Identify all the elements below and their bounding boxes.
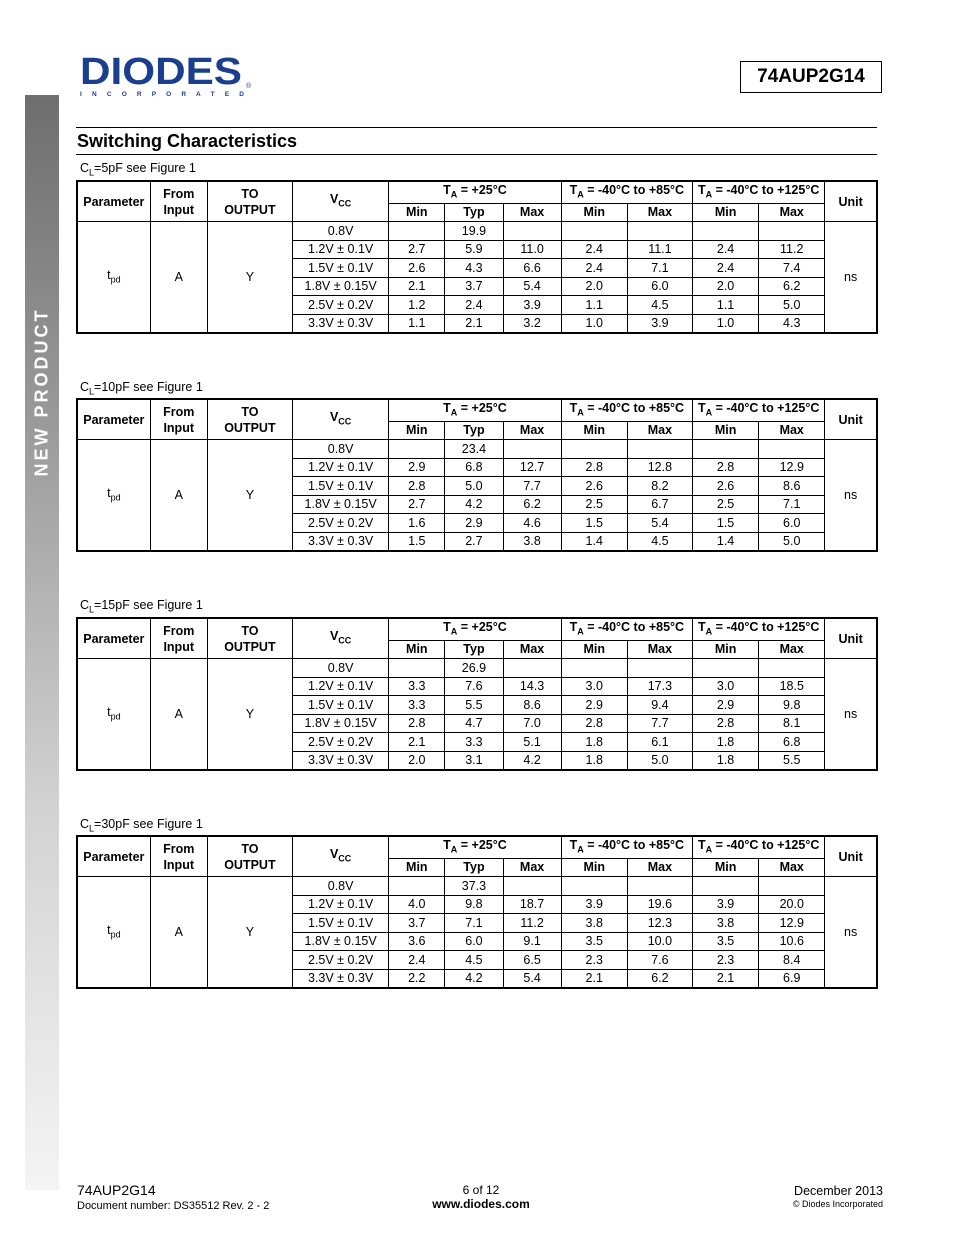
table-cell: [561, 659, 627, 678]
table-cell: 1.5V ± 0.1V: [293, 259, 389, 278]
table-cell: 5.9: [445, 240, 503, 259]
part-number-box: 74AUP2G14: [740, 61, 882, 93]
header-typ: Typ: [445, 640, 503, 659]
table-cell: 1.0: [693, 314, 759, 333]
table-cell: 2.5V ± 0.2V: [293, 951, 389, 970]
table-cell: 6.8: [445, 458, 503, 477]
switching-characteristics-table: [76, 617, 878, 771]
header-vcc: $V_{CC}$: [293, 618, 389, 659]
table-caption: $C_L=15pF$ see Figure 1: [80, 598, 203, 615]
header-min: Min: [693, 203, 759, 222]
table-cell: 2.7: [445, 532, 503, 551]
table-cell: 2.6: [693, 477, 759, 496]
table-cell: 5.0: [759, 532, 825, 551]
table-cell: [693, 440, 759, 459]
header-max: Max: [627, 858, 692, 877]
table-cell: 23.4: [445, 440, 503, 459]
logo-subtitle: I N C O R P O R A T E D: [80, 91, 244, 98]
table-cell: 0.8V: [293, 659, 389, 678]
table-cell: 2.1: [693, 969, 759, 988]
table-cell: 1.1: [561, 296, 627, 315]
table-cell: 4.0: [389, 895, 445, 914]
cell-unit: ns: [825, 877, 877, 989]
table-cell: 5.0: [627, 751, 692, 770]
table-cell: [759, 877, 825, 896]
header-vcc: $V_{CC}$: [293, 399, 389, 440]
table-cell: 2.5: [561, 495, 627, 514]
table-cell: 3.3V ± 0.3V: [293, 751, 389, 770]
table-cell: 3.0: [693, 677, 759, 696]
cell-parameter: $t_{pd}$: [77, 440, 150, 552]
header-from-input: From Input: [150, 836, 207, 877]
table-cell: 1.0: [561, 314, 627, 333]
header-from-input: From Input: [150, 399, 207, 440]
header-to-output: TO OUTPUT: [207, 399, 292, 440]
table-cell: 3.8: [503, 532, 561, 551]
table-cell: 1.8V ± 0.15V: [293, 932, 389, 951]
table-cell: 1.4: [693, 532, 759, 551]
table-cell: 1.8: [693, 733, 759, 752]
table-cell: 14.3: [503, 677, 561, 696]
header-max: Max: [627, 640, 692, 659]
table-cell: 2.9: [389, 458, 445, 477]
table-cell: 2.8: [561, 458, 627, 477]
footer-document-number: Document number: DS35512 Rev. 2 - 2: [77, 1200, 270, 1212]
table-cell: 4.2: [445, 969, 503, 988]
table-cell: 1.8V ± 0.15V: [293, 277, 389, 296]
table-cell: 3.5: [561, 932, 627, 951]
table-cell: [627, 659, 692, 678]
table-cell: [561, 440, 627, 459]
table-caption: $C_L=10pF$ see Figure 1: [80, 380, 203, 397]
table-cell: 6.2: [503, 495, 561, 514]
table-cell: 0.8V: [293, 877, 389, 896]
header-vcc: $V_{CC}$: [293, 836, 389, 877]
header-min: Min: [693, 640, 759, 659]
table-cell: 2.6: [561, 477, 627, 496]
cell-to: Y: [207, 222, 292, 334]
table-cell: 1.1: [389, 314, 445, 333]
table-cell: 20.0: [759, 895, 825, 914]
table-cell: 11.2: [503, 914, 561, 933]
table-cell: 2.2: [389, 969, 445, 988]
table-cell: [693, 877, 759, 896]
cell-from: A: [150, 659, 207, 771]
cell-from: A: [150, 877, 207, 989]
table-cell: 7.7: [627, 714, 692, 733]
header-to-output: TO OUTPUT: [207, 618, 292, 659]
table-cell: 2.3: [561, 951, 627, 970]
table-cell: 19.6: [627, 895, 692, 914]
table-cell: 2.9: [561, 696, 627, 715]
table-cell: 17.3: [627, 677, 692, 696]
table-cell: 4.6: [503, 514, 561, 533]
header-parameter: Parameter: [77, 181, 150, 222]
header-to-output: TO OUTPUT: [207, 181, 292, 222]
header-max: Max: [759, 203, 825, 222]
table-cell: [693, 659, 759, 678]
table-cell: 4.5: [445, 951, 503, 970]
header-ta-25c: $T_A = +25^\circ C$: [389, 181, 561, 203]
table-cell: 2.4: [389, 951, 445, 970]
table-cell: 3.9: [627, 314, 692, 333]
table-cell: 3.7: [389, 914, 445, 933]
table-cell: 7.1: [759, 495, 825, 514]
table-cell: 0.8V: [293, 222, 389, 241]
table-cell: [561, 222, 627, 241]
table-cell: [389, 440, 445, 459]
table-cell: 3.1: [445, 751, 503, 770]
table-cell: [503, 877, 561, 896]
table-cell: 3.3V ± 0.3V: [293, 532, 389, 551]
table-cell: 2.5V ± 0.2V: [293, 733, 389, 752]
table-cell: 12.7: [503, 458, 561, 477]
table-cell: 6.5: [503, 951, 561, 970]
header-min: Min: [561, 858, 627, 877]
table-cell: 9.8: [759, 696, 825, 715]
table-cell: 7.6: [627, 951, 692, 970]
table-cell: 8.2: [627, 477, 692, 496]
table-cell: 1.2V ± 0.1V: [293, 677, 389, 696]
table-cell: 1.2V ± 0.1V: [293, 458, 389, 477]
header-ta-25c: $T_A = +25^\circ C$: [389, 836, 561, 858]
table-cell: 5.5: [759, 751, 825, 770]
table-cell: 2.1: [445, 314, 503, 333]
table-cell: 6.2: [759, 277, 825, 296]
table-cell: 19.9: [445, 222, 503, 241]
table-cell: 11.1: [627, 240, 692, 259]
table-cell: 3.3V ± 0.3V: [293, 969, 389, 988]
header-ta-125c: $T_A = -40^\circ C$ to +125°C: [693, 618, 825, 640]
table-cell: 2.4: [445, 296, 503, 315]
table-cell: 1.1: [693, 296, 759, 315]
switching-characteristics-table: [76, 180, 878, 334]
table-cell: 0.8V: [293, 440, 389, 459]
header-max: Max: [503, 640, 561, 659]
cell-unit: ns: [825, 222, 877, 334]
table-cell: 3.0: [561, 677, 627, 696]
logo-text: DIODES: [80, 52, 242, 93]
table-cell: 2.7: [389, 240, 445, 259]
footer-copyright: © Diodes Incorporated: [792, 1199, 883, 1209]
table-cell: 12.3: [627, 914, 692, 933]
header-min: Min: [561, 640, 627, 659]
table-cell: 2.4: [561, 240, 627, 259]
cell-from: A: [150, 440, 207, 552]
cell-to: Y: [207, 877, 292, 989]
table-cell: 1.5: [561, 514, 627, 533]
logo-registered-mark: ®: [246, 83, 252, 90]
table-cell: 1.5V ± 0.1V: [293, 696, 389, 715]
table-cell: 18.5: [759, 677, 825, 696]
diodes-logo: [78, 52, 254, 98]
table-cell: 7.0: [503, 714, 561, 733]
table-cell: 1.8V ± 0.15V: [293, 714, 389, 733]
sidebar-label: NEW PRODUCT: [31, 307, 52, 477]
table-cell: 3.3: [389, 696, 445, 715]
table-cell: 12.9: [759, 914, 825, 933]
table-cell: 2.5V ± 0.2V: [293, 296, 389, 315]
table-cell: 1.5: [693, 514, 759, 533]
table-cell: 1.2: [389, 296, 445, 315]
top-rule: [76, 127, 877, 128]
cell-parameter: $t_{pd}$: [77, 659, 150, 771]
switching-characteristics-table: [76, 398, 878, 552]
table-cell: 3.2: [503, 314, 561, 333]
table-cell: 6.2: [627, 969, 692, 988]
header-parameter: Parameter: [77, 399, 150, 440]
table-cell: 2.4: [561, 259, 627, 278]
table-cell: 2.1: [389, 733, 445, 752]
cell-parameter: $t_{pd}$: [77, 222, 150, 334]
table-cell: 26.9: [445, 659, 503, 678]
table-cell: 4.3: [759, 314, 825, 333]
table-row: [77, 659, 877, 678]
table-cell: [759, 440, 825, 459]
header-unit: Unit: [825, 399, 877, 440]
cell-from: A: [150, 222, 207, 334]
header-min: Min: [693, 858, 759, 877]
cell-parameter: $t_{pd}$: [77, 877, 150, 989]
table-cell: 3.3: [445, 733, 503, 752]
table-cell: 1.5V ± 0.1V: [293, 914, 389, 933]
table-cell: 3.8: [561, 914, 627, 933]
table-cell: 3.9: [693, 895, 759, 914]
header-ta-125c: $T_A = -40^\circ C$ to +125°C: [693, 836, 825, 858]
table-cell: [759, 659, 825, 678]
table-cell: 8.6: [503, 696, 561, 715]
header-from-input: From Input: [150, 618, 207, 659]
table-cell: 5.4: [503, 969, 561, 988]
table-cell: 6.7: [627, 495, 692, 514]
header-typ: Typ: [445, 858, 503, 877]
table-cell: 4.5: [627, 532, 692, 551]
table-cell: 2.4: [693, 240, 759, 259]
table-cell: [561, 877, 627, 896]
header-min: Min: [389, 858, 445, 877]
header-ta-25c: $T_A = +25^\circ C$: [389, 618, 561, 640]
sidebar-band: [25, 95, 59, 1190]
table-cell: [503, 440, 561, 459]
header-max: Max: [759, 640, 825, 659]
table-cell: 1.2V ± 0.1V: [293, 240, 389, 259]
table-cell: 1.2V ± 0.1V: [293, 895, 389, 914]
table-cell: 2.7: [389, 495, 445, 514]
table-row: [77, 440, 877, 459]
table-cell: 8.1: [759, 714, 825, 733]
table-cell: 3.3: [389, 677, 445, 696]
table-cell: 2.5V ± 0.2V: [293, 514, 389, 533]
table-cell: 8.6: [759, 477, 825, 496]
table-cell: 1.5V ± 0.1V: [293, 477, 389, 496]
table-cell: [759, 222, 825, 241]
header-ta-85c: $T_A = -40^\circ C$ to +85°C: [561, 181, 692, 203]
table-cell: 2.9: [445, 514, 503, 533]
cell-to: Y: [207, 659, 292, 771]
header-vcc: $V_{CC}$: [293, 181, 389, 222]
header-min: Min: [561, 203, 627, 222]
table-cell: 10.0: [627, 932, 692, 951]
table-cell: 2.8: [693, 714, 759, 733]
header-max: Max: [759, 421, 825, 440]
table-cell: 9.4: [627, 696, 692, 715]
table-cell: 2.0: [389, 751, 445, 770]
header-ta-125c: $T_A = -40^\circ C$ to +125°C: [693, 399, 825, 421]
footer-page-number: 6 of 12: [462, 1183, 500, 1197]
table-cell: [389, 222, 445, 241]
table-cell: 7.1: [627, 259, 692, 278]
cell-unit: ns: [825, 440, 877, 552]
table-cell: [389, 877, 445, 896]
footer-part-number: 74AUP2G14: [77, 1182, 156, 1198]
header-typ: Typ: [445, 203, 503, 222]
table-cell: 3.6: [389, 932, 445, 951]
title-rule: [76, 154, 877, 155]
table-cell: 6.8: [759, 733, 825, 752]
table-cell: 10.6: [759, 932, 825, 951]
cell-unit: ns: [825, 659, 877, 771]
table-cell: 1.8V ± 0.15V: [293, 495, 389, 514]
table-cell: 1.8: [561, 733, 627, 752]
table-row: [77, 877, 877, 896]
header-min: Min: [389, 640, 445, 659]
table-cell: 5.4: [627, 514, 692, 533]
table-cell: 4.7: [445, 714, 503, 733]
table-cell: 8.4: [759, 951, 825, 970]
table-row: [77, 222, 877, 241]
table-cell: 4.2: [445, 495, 503, 514]
table-cell: 12.9: [759, 458, 825, 477]
table-cell: 2.4: [693, 259, 759, 278]
table-cell: 7.7: [503, 477, 561, 496]
table-cell: 3.7: [445, 277, 503, 296]
table-cell: 11.0: [503, 240, 561, 259]
table-cell: 2.8: [561, 714, 627, 733]
section-title: Switching Characteristics: [77, 131, 298, 151]
table-cell: 4.2: [503, 751, 561, 770]
table-cell: [627, 222, 692, 241]
table-cell: 2.8: [389, 714, 445, 733]
table-cell: 2.1: [561, 969, 627, 988]
table-cell: 6.0: [445, 932, 503, 951]
table-cell: 7.6: [445, 677, 503, 696]
table-cell: 5.1: [503, 733, 561, 752]
header-ta-85c: $T_A = -40^\circ C$ to +85°C: [561, 618, 692, 640]
header-max: Max: [503, 421, 561, 440]
table-cell: 2.6: [389, 259, 445, 278]
table-cell: 3.8: [693, 914, 759, 933]
table-cell: 2.5: [693, 495, 759, 514]
footer-website-link[interactable]: www.diodes.com: [432, 1197, 530, 1211]
header-unit: Unit: [825, 181, 877, 222]
header-min: Min: [561, 421, 627, 440]
table-cell: 1.8: [693, 751, 759, 770]
table-cell: [503, 222, 561, 241]
table-cell: 1.6: [389, 514, 445, 533]
header-ta-125c: $T_A = -40^\circ C$ to +125°C: [693, 181, 825, 203]
table-cell: 11.2: [759, 240, 825, 259]
header-ta-85c: $T_A = -40^\circ C$ to +85°C: [561, 836, 692, 858]
table-cell: 18.7: [503, 895, 561, 914]
table-cell: 9.1: [503, 932, 561, 951]
footer-date: December 2013: [794, 1184, 883, 1198]
table-cell: 5.0: [445, 477, 503, 496]
table-cell: 6.0: [627, 277, 692, 296]
table-caption: $C_L=5pF$ see Figure 1: [80, 161, 196, 178]
table-cell: 1.8: [561, 751, 627, 770]
table-cell: 4.5: [627, 296, 692, 315]
table-cell: 5.5: [445, 696, 503, 715]
header-unit: Unit: [825, 618, 877, 659]
table-cell: 7.1: [445, 914, 503, 933]
header-parameter: Parameter: [77, 836, 150, 877]
table-cell: 9.8: [445, 895, 503, 914]
table-cell: 3.5: [693, 932, 759, 951]
header-max: Max: [627, 203, 692, 222]
header-min: Min: [693, 421, 759, 440]
table-cell: 6.1: [627, 733, 692, 752]
table-cell: 3.3V ± 0.3V: [293, 314, 389, 333]
table-cell: 3.9: [561, 895, 627, 914]
header-from-input: From Input: [150, 181, 207, 222]
header-min: Min: [389, 421, 445, 440]
table-cell: 6.6: [503, 259, 561, 278]
header-max: Max: [503, 858, 561, 877]
header-ta-85c: $T_A = -40^\circ C$ to +85°C: [561, 399, 692, 421]
table-cell: [627, 877, 692, 896]
table-cell: 2.9: [693, 696, 759, 715]
header-unit: Unit: [825, 836, 877, 877]
table-cell: [389, 659, 445, 678]
table-cell: 2.8: [693, 458, 759, 477]
cell-to: Y: [207, 440, 292, 552]
table-cell: 2.0: [561, 277, 627, 296]
header-max: Max: [627, 421, 692, 440]
table-cell: 3.9: [503, 296, 561, 315]
table-cell: 12.8: [627, 458, 692, 477]
header-ta-25c: $T_A = +25^\circ C$: [389, 399, 561, 421]
table-cell: 6.0: [759, 514, 825, 533]
header-to-output: TO OUTPUT: [207, 836, 292, 877]
table-cell: 6.9: [759, 969, 825, 988]
table-cell: 1.5: [389, 532, 445, 551]
header-max: Max: [759, 858, 825, 877]
header-max: Max: [503, 203, 561, 222]
table-cell: 2.0: [693, 277, 759, 296]
switching-characteristics-table: [76, 835, 878, 989]
table-cell: [627, 440, 692, 459]
table-caption: $C_L=30pF$ see Figure 1: [80, 817, 203, 834]
table-cell: 5.0: [759, 296, 825, 315]
header-min: Min: [389, 203, 445, 222]
table-cell: 2.3: [693, 951, 759, 970]
table-cell: 37.3: [445, 877, 503, 896]
table-cell: 2.8: [389, 477, 445, 496]
table-cell: 1.4: [561, 532, 627, 551]
table-cell: [693, 222, 759, 241]
table-cell: 5.4: [503, 277, 561, 296]
header-typ: Typ: [445, 421, 503, 440]
table-cell: [503, 659, 561, 678]
table-cell: 4.3: [445, 259, 503, 278]
header-parameter: Parameter: [77, 618, 150, 659]
table-cell: 7.4: [759, 259, 825, 278]
table-cell: 2.1: [389, 277, 445, 296]
